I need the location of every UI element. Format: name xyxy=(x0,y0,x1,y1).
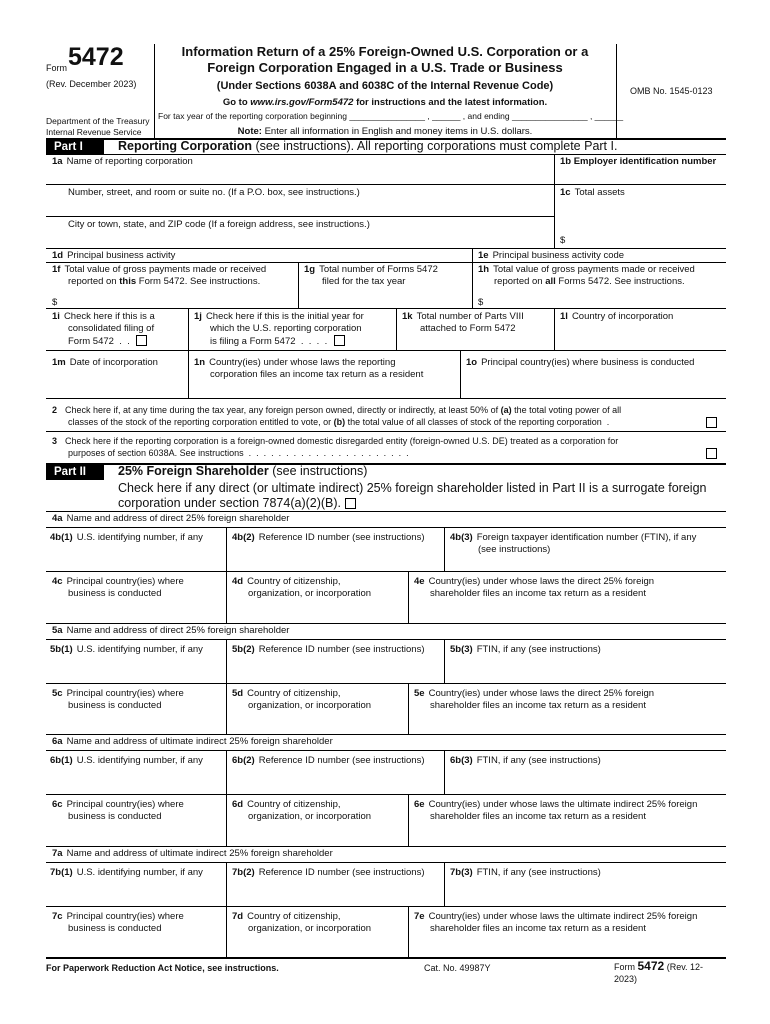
line-text: U.S. identifying number, if any xyxy=(76,532,203,543)
line-number: 7a xyxy=(52,847,63,859)
omb-number: OMB No. 1545-0123 xyxy=(630,86,713,96)
principal-country-label xyxy=(52,799,184,823)
rule xyxy=(46,511,726,512)
surrogate-check-text xyxy=(118,481,706,511)
line-number: 4e xyxy=(414,576,425,587)
part1-title-rest: (see instructions). All reporting corporations must complete Part I. xyxy=(252,139,618,153)
line-text: attached to Form 5472 xyxy=(420,323,516,334)
rule xyxy=(46,683,726,684)
citizenship-country-label xyxy=(232,799,371,823)
line-number: 6d xyxy=(232,799,244,810)
reference-id-label xyxy=(232,755,425,767)
tax-residence-country-label xyxy=(414,911,697,935)
line-1h-dollar: $ xyxy=(478,297,484,308)
rule xyxy=(46,398,726,399)
rule xyxy=(46,248,726,249)
line-text: Reference ID number (see instructions) xyxy=(258,866,425,878)
line-1j-label: 1j Check here if this is the initial year for which the U.S. reporting corporation is filing a Form 5472 . . . . xyxy=(194,311,364,347)
part2-title-rest: (see instructions) xyxy=(268,464,368,478)
line-text-bold: all xyxy=(545,276,556,287)
shareholder-name-label xyxy=(52,625,289,637)
line-number: 4a xyxy=(52,513,63,524)
line-text: Country of incorporation xyxy=(571,311,674,322)
reference-id-label xyxy=(232,644,425,656)
footer-form-id xyxy=(614,960,726,985)
rule xyxy=(46,750,726,751)
line-number: 4c xyxy=(52,576,63,587)
citizenship-country-label xyxy=(232,576,371,600)
line-1m-label xyxy=(52,357,158,369)
rule xyxy=(444,862,445,906)
form-subtitle: (Under Sections 6038A and 6038C of the Internal Revenue Code) xyxy=(216,80,554,92)
rule xyxy=(554,154,555,248)
rule xyxy=(46,957,726,959)
line-1l-label xyxy=(560,311,673,323)
line-text: shareholder files an income tax return as a resident xyxy=(430,811,646,822)
line-text: reported on xyxy=(494,276,546,287)
principal-country-label xyxy=(52,576,184,600)
line-text: Principal country(ies) where business is conducted xyxy=(481,357,695,368)
rule xyxy=(472,248,473,308)
line-text: organization, or incorporation xyxy=(248,699,372,711)
rule xyxy=(408,794,409,846)
form-title-line-2: Foreign Corporation Engaged in a U.S. Trade or Business xyxy=(207,60,563,75)
us-identifying-number-label xyxy=(50,867,203,879)
citizenship-country-label xyxy=(232,911,371,935)
line-text: Principal business activity code xyxy=(492,250,625,261)
line-number: 6b(2) xyxy=(232,755,255,766)
line-text: Total value of gross payments made or received xyxy=(493,264,695,275)
line-number: 5e xyxy=(414,687,425,699)
department-line-1: Department of the Treasury xyxy=(46,116,150,126)
line-text: business is conducted xyxy=(68,922,162,934)
line-text: Principal country(ies) where xyxy=(66,799,184,810)
header-divider-right xyxy=(616,44,617,138)
line-text: Name of reporting corporation xyxy=(66,156,193,167)
line-number: 6a xyxy=(52,736,63,747)
rule xyxy=(554,308,555,350)
line-number: 5b(3) xyxy=(450,643,473,655)
line-text: Total number of Forms 5472 xyxy=(319,264,438,275)
form-number: 5472 xyxy=(68,43,124,71)
rule xyxy=(226,862,227,958)
part2-tag: Part II xyxy=(46,464,104,480)
shareholder-name-label xyxy=(52,513,289,525)
line-text: Country(ies) under whose laws the ultimate indirect 25% foreign xyxy=(428,799,698,810)
rule xyxy=(408,906,409,958)
line-text: corporation files an income tax return as a resident xyxy=(210,369,424,380)
line-number: 1k xyxy=(402,311,413,322)
line-number: 6c xyxy=(52,799,63,810)
line-text: U.S. identifying number, if any xyxy=(76,866,203,878)
line-text: Name and address of direct 25% foreign shareholder xyxy=(66,513,290,524)
line-text: business is conducted xyxy=(68,811,162,822)
rule xyxy=(46,527,726,528)
line-text-bold: (a) xyxy=(500,405,512,415)
goto-line xyxy=(154,97,616,108)
line-text: FTIN, if any (see instructions) xyxy=(476,755,601,766)
line-text: Name and address of ultimate indirect 25% foreign shareholder xyxy=(66,736,333,747)
rule xyxy=(408,683,409,735)
ftin-label xyxy=(450,867,601,879)
line-text: business is conducted xyxy=(68,699,162,711)
line-text: Principal business activity xyxy=(67,250,176,261)
line-text: Country(ies) under whose laws the direct 25% foreign xyxy=(428,576,655,587)
line-1f-dollar: $ xyxy=(52,297,58,308)
rule xyxy=(188,350,189,398)
tax-residence-country-label xyxy=(414,688,654,712)
line-text: Name and address of direct 25% foreign shareholder xyxy=(66,624,290,636)
line-number: 6b(1) xyxy=(50,755,73,766)
catalog-number: Cat. No. 49987Y xyxy=(424,963,491,973)
line-1f-label xyxy=(52,264,266,288)
line-text: is filing a Form 5472 xyxy=(210,336,296,347)
foreign-owned-de-checkbox[interactable] xyxy=(706,448,717,459)
line-number: 1i xyxy=(52,311,60,322)
part1-tag: Part I xyxy=(46,139,104,155)
rule xyxy=(226,527,227,623)
line-text: business is conducted xyxy=(68,588,162,599)
rule xyxy=(396,308,397,350)
line-number: 5b(1) xyxy=(50,643,73,655)
surrogate-check-line-1: Check here if any direct (or ultimate indirect) 25% foreign shareholder listed in Part II is a surrogate foreign xyxy=(118,481,707,495)
ftin-label xyxy=(450,644,601,656)
surrogate-check-line-2: corporation under section 7874(a)(2)(B). xyxy=(118,496,342,510)
paperwork-notice: For Paperwork Reduction Act Notice, see instructions. xyxy=(46,963,279,973)
line-text: Form 5472. See instructions. xyxy=(136,276,261,287)
rule xyxy=(46,734,726,735)
rule xyxy=(46,846,726,847)
line-number: 4b(1) xyxy=(50,532,73,543)
line-number: 4b(2) xyxy=(232,532,255,543)
rule xyxy=(46,794,726,795)
line-text: shareholder files an income tax return as a resident xyxy=(430,922,646,934)
line-text: Check here if the reporting corporation is a foreign-owned domestic disregarded entity (foreign-owned U.S. DE) treated as a corporation for xyxy=(65,436,619,446)
line-1g-label xyxy=(304,264,438,288)
rule xyxy=(226,750,227,846)
line-number: 7e xyxy=(414,910,425,922)
line-text: purposes of section 6038A. See instructions xyxy=(68,448,244,458)
rule xyxy=(444,527,445,571)
part1-title xyxy=(118,139,617,154)
line-text: Country(ies) under whose laws the reporting xyxy=(209,357,396,368)
reference-id-label xyxy=(232,532,425,544)
line-number: 1h xyxy=(478,264,490,275)
line-text: the total value of all classes of stock of the reporting corporation xyxy=(345,417,602,427)
line-number: 7b(1) xyxy=(50,866,73,878)
line-number: 5d xyxy=(232,687,244,699)
line-number: 4b(3) xyxy=(450,532,473,543)
line-text: reported on xyxy=(68,276,120,287)
rule xyxy=(554,184,726,185)
line-number: 7c xyxy=(52,910,63,922)
line-text: classes of the stock of the reporting corporation entitled to vote, or xyxy=(68,417,334,427)
form-5472-page xyxy=(46,40,726,984)
rule xyxy=(46,639,726,640)
line-text: Principal country(ies) where xyxy=(66,910,184,922)
revision-date: (Rev. December 2023) xyxy=(46,79,137,89)
tax-residence-country-label xyxy=(414,576,654,600)
rule xyxy=(46,262,726,263)
line-number: 6b(3) xyxy=(450,755,473,766)
line-text: organization, or incorporation xyxy=(248,922,372,934)
line-text: shareholder files an income tax return as a resident xyxy=(430,588,646,599)
rule xyxy=(460,350,461,398)
department-line-2: Internal Revenue Service xyxy=(46,127,142,137)
line-text: Form 5472 xyxy=(68,336,114,347)
line-3-checkbox-wrap xyxy=(706,448,717,460)
line-text: shareholder files an income tax return as a resident xyxy=(430,699,646,711)
surrogate-foreign-corp-checkbox[interactable] xyxy=(345,498,356,509)
line-text: Check here if this is the initial year for xyxy=(205,311,364,322)
line-1c-label xyxy=(560,187,625,199)
rule xyxy=(46,154,726,155)
principal-country-label xyxy=(52,688,184,712)
line-number: 2 xyxy=(52,405,58,415)
line-text: Total assets xyxy=(574,187,625,198)
line-1k-label xyxy=(402,311,524,335)
line-number: 1l xyxy=(560,311,568,322)
tax-year-line[interactable]: For tax year of the reporting corporation beginning ________________ , ______ , and ending ________________ , ______ xyxy=(158,111,624,121)
line-number: 6e xyxy=(414,799,425,810)
line-text: organization, or incorporation xyxy=(248,588,372,599)
city-state-zip-label: City or town, state, and ZIP code (If a foreign address, see instructions.) xyxy=(68,219,370,230)
consolidated-filing-checkbox[interactable] xyxy=(136,335,147,346)
line-number: 3 xyxy=(52,436,58,446)
line-1n-label xyxy=(194,357,423,381)
rule xyxy=(46,623,726,624)
line-number: 1j xyxy=(194,311,202,322)
part2-title-bold: 25% Foreign Shareholder xyxy=(118,464,269,478)
note-text: Enter all information in English and money items in U.S. dollars. xyxy=(261,126,533,137)
footer-form-word: Form xyxy=(614,962,638,972)
rule xyxy=(46,184,554,185)
rule xyxy=(46,308,726,309)
part1-title-bold: Reporting Corporation xyxy=(118,139,253,153)
rule xyxy=(46,571,726,572)
line-number: 5c xyxy=(52,687,63,699)
line-text: which the U.S. reporting corporation xyxy=(210,323,362,334)
rule xyxy=(226,639,227,735)
line-1h-label xyxy=(478,264,695,288)
principal-country-label xyxy=(52,911,184,935)
line-1e-label xyxy=(478,250,624,262)
line-text: Reference ID number (see instructions) xyxy=(258,532,425,543)
line-text: FTIN, if any (see instructions) xyxy=(476,866,601,878)
part2-title xyxy=(118,464,367,479)
form-title xyxy=(154,44,616,76)
goto-suffix: for instructions and the latest information. xyxy=(353,97,548,108)
us-identifying-number-label xyxy=(50,755,203,767)
footer-rev: (Rev. 12-2023) xyxy=(614,962,704,984)
line-number: 1a xyxy=(52,156,63,167)
total-assets-dollar: $ xyxy=(560,235,566,246)
line-2-label: 2 Check here if, at any time during the tax year, any foreign person owned, directly or indirectly, at least 50% of (a) the total voting power of all classes of the stock of the reporting corporation entitled to vote, or (b) the total value of all classes of stock of the reporting corporation . xyxy=(52,405,622,427)
line-text: Name and address of ultimate indirect 25% foreign shareholder xyxy=(66,847,333,859)
rule xyxy=(408,571,409,623)
line-number: 1g xyxy=(304,264,316,275)
line-text-bold: (b) xyxy=(333,417,346,427)
line-number: 5b(2) xyxy=(232,643,255,655)
line-text: Country of citizenship, xyxy=(247,910,341,922)
line-number: 7b(2) xyxy=(232,866,255,878)
rule xyxy=(298,262,299,308)
shareholder-name-label xyxy=(52,736,333,748)
line-1b-label: 1b Employer identification number xyxy=(560,156,717,167)
line-number: 1d xyxy=(52,250,64,261)
line-text: Country of citizenship, xyxy=(247,687,341,699)
line-3-label: 3 Check here if the reporting corporation is a foreign-owned domestic disregarded entity (foreign-owned U.S. DE) treated as a corporation for purposes of section 6038A. See instructions . . . . . . . . . . . . . . . . . . . . . . xyxy=(52,436,619,458)
note-label: Note: xyxy=(237,126,262,137)
line-number: 4d xyxy=(232,576,244,587)
line-text: Principal country(ies) where xyxy=(66,576,184,587)
line-text: Check here if this is a xyxy=(63,311,155,322)
line-1o-label xyxy=(466,357,694,369)
line-text: U.S. identifying number, if any xyxy=(76,755,203,766)
line-number: 1e xyxy=(478,250,489,261)
shareholder-name-label xyxy=(52,848,333,860)
line-text: Principal country(ies) where xyxy=(66,687,184,699)
us-identifying-number-label xyxy=(50,644,203,656)
line-number: 1m xyxy=(52,357,66,368)
line-text: Foreign taxpayer identification number (FTIN), if any xyxy=(476,532,697,543)
line-number: 1c xyxy=(560,187,571,198)
department xyxy=(46,116,149,138)
line-number: 7b(3) xyxy=(450,866,473,878)
ftin-label xyxy=(450,532,696,556)
tax-residence-country-label xyxy=(414,799,697,823)
rule xyxy=(46,431,726,432)
line-number: 7d xyxy=(232,910,244,922)
line-text: (see instructions) xyxy=(478,544,551,555)
line-text: Reference ID number (see instructions) xyxy=(258,755,425,766)
rule xyxy=(444,750,445,794)
line-number: 1o xyxy=(466,357,478,368)
line-1a-label xyxy=(52,156,193,168)
foreign-50pct-checkbox[interactable] xyxy=(706,417,717,428)
line-text: filed for the tax year xyxy=(322,276,406,287)
rule xyxy=(188,308,189,350)
line-text: organization, or incorporation xyxy=(248,811,372,822)
initial-year-checkbox[interactable] xyxy=(334,335,345,346)
street-address-label: Number, street, and room or suite no. (If a P.O. box, see instructions.) xyxy=(68,187,360,198)
line-text: consolidated filing of xyxy=(68,323,155,334)
citizenship-country-label xyxy=(232,688,371,712)
line-text: Total value of gross payments made or received xyxy=(64,264,267,275)
line-text: Country(ies) under whose laws the ultimate indirect 25% foreign xyxy=(428,910,698,922)
note-line xyxy=(154,126,616,137)
line-text: the total voting power of all xyxy=(511,405,622,415)
line-text: Country of citizenship, xyxy=(247,576,341,587)
us-identifying-number-label xyxy=(50,532,203,544)
rule xyxy=(46,216,554,217)
line-text: Reference ID number (see instructions) xyxy=(258,643,425,655)
line-text: Country of citizenship, xyxy=(247,799,341,810)
form-title-line-1: Information Return of a 25% Foreign-Owned U.S. Corporation or a xyxy=(181,44,589,59)
line-number: 1f xyxy=(52,264,61,275)
reference-id-label xyxy=(232,867,425,879)
irs-link[interactable]: www.irs.gov/Form5472 xyxy=(250,97,354,108)
goto-prefix: Go to xyxy=(222,97,251,108)
line-text: Total number of Parts VIII xyxy=(416,311,524,322)
line-text: Country(ies) under whose laws the direct 25% foreign xyxy=(428,687,655,699)
line-text-bold: this xyxy=(119,276,137,287)
line-text: Forms 5472. See instructions. xyxy=(555,276,685,287)
line-1i-label: 1i Check here if this is a consolidated filing of Form 5472 . . xyxy=(52,311,155,347)
form-word: Form xyxy=(46,63,67,73)
line-number: 1n xyxy=(194,357,206,368)
line-text: Date of incorporation xyxy=(69,357,158,368)
line-1d-label xyxy=(52,250,175,262)
line-text: FTIN, if any (see instructions) xyxy=(476,643,601,655)
rule xyxy=(46,906,726,907)
footer-form-number: 5472 xyxy=(637,959,665,973)
line-text: Check here if, at any time during the tax year, any foreign person owned, directly or indirectly, at least 50% of xyxy=(65,405,501,415)
rule xyxy=(46,862,726,863)
ftin-label xyxy=(450,755,601,767)
rule xyxy=(444,639,445,683)
rule xyxy=(46,350,726,351)
line-number: 5a xyxy=(52,624,63,636)
line-2-checkbox-wrap xyxy=(706,417,717,429)
line-text: U.S. identifying number, if any xyxy=(76,643,203,655)
